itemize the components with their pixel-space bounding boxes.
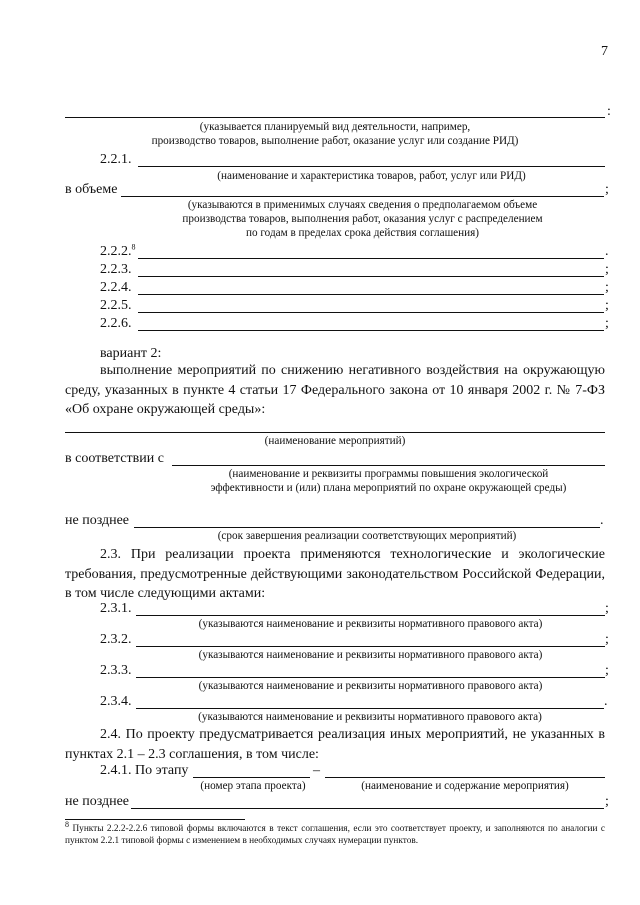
accordance-caption-line-1: (наименование и реквизиты программы повышения экологической: [228, 468, 549, 480]
measures-blank[interactable]: [65, 432, 605, 433]
item-2-3-3-blank[interactable]: [136, 677, 605, 678]
footnote-separator: [65, 819, 245, 820]
volume-caption-line-3: по годам в пределах срока действия соглашения): [245, 227, 479, 239]
item-2-2-1-blank[interactable]: [138, 166, 605, 167]
activity-type-caption-line-1: (указывается планируемый вид деятельности, например,: [199, 121, 471, 133]
stage-number-blank[interactable]: [193, 777, 310, 778]
stage-label: 2.4.1. По этапу: [100, 763, 189, 778]
activity-end-mark: :: [607, 104, 611, 119]
item-2-3-2-blank[interactable]: [136, 646, 605, 647]
item-2-2-6-blank[interactable]: [138, 330, 604, 331]
variant-2-heading: вариант 2:: [100, 346, 162, 361]
item-2-2-5-number: 2.2.5.: [100, 298, 132, 313]
volume-caption-line-1: (указываются в применимых случаях сведения о предполагаемом объеме: [187, 199, 538, 211]
item-2-2-1-number: 2.2.1.: [100, 152, 132, 167]
item-2-3-1-number: 2.3.1.: [100, 601, 132, 616]
deadline-caption: (срок завершения реализации соответствующих мероприятий): [217, 530, 517, 542]
stage-deadline-end-mark: ;: [605, 794, 609, 809]
item-2-2-2-end-mark: .: [605, 244, 609, 259]
stage-measure-blank[interactable]: [325, 777, 605, 778]
activity-type-blank[interactable]: [65, 117, 605, 118]
footnote: [65, 819, 605, 847]
item-2-2-2-blank[interactable]: [138, 258, 604, 259]
item-2-2-2-number: 2.2.2.$^8$: [100, 242, 136, 259]
item-2-3-2-number: 2.3.2.: [100, 632, 132, 647]
item-2-3-1-blank[interactable]: [136, 615, 605, 616]
item-2-3-1-caption: (указываются наименование и реквизиты нормативного правового акта): [198, 618, 543, 630]
item-2-2-5-blank[interactable]: [138, 312, 604, 313]
item-2-3-1-end-mark: ;: [605, 601, 609, 616]
deadline-label: не позднее: [65, 513, 130, 528]
footnote-text: Пункты 2.2.2-2.2.6 типовой формы включаются в текст соглашения, если это соответствует проекту, и заполняются по аналогии с пунктом 2.2.1 типовой формы с изменением в необходимых случаях нумерации пунктов.: [65, 824, 605, 846]
variant-2-text: выполнение мероприятий по снижению негативного воздействия на окружающую среду, указанных в пункте 4 статьи 17 Федерального закона от 10 января 2002 г. № 7-ФЗ «Об охране окружающей среды»:: [65, 363, 605, 417]
item-2-3-3-caption: (указываются наименование и реквизиты нормативного правового акта): [198, 680, 543, 692]
stage-number-caption: (номер этапа проекта): [200, 780, 306, 792]
accordance-label: в соответствии с: [65, 451, 164, 466]
item-2-2-3-end-mark: ;: [605, 262, 609, 277]
item-2-2-5-end-mark: ;: [605, 298, 609, 313]
item-2-3-4-number: 2.3.4.: [100, 694, 132, 709]
deadline-blank[interactable]: [134, 527, 600, 528]
footnote-ref-8: 8: [131, 242, 136, 252]
item-2-2-6-number: 2.2.6.: [100, 316, 132, 331]
section-2-3-text: 2.3. При реализации проекта применяются технологические и экологические требования, предусмотренные действующими законодательством Российской Федерации, в том числе следующими актами:: [65, 547, 605, 601]
activity-type-caption-line-2: производство товаров, выполнение работ, оказание услуг или создание РИД): [151, 135, 519, 147]
item-2-2-4-blank[interactable]: [138, 294, 604, 295]
item-2-3-3-number: 2.3.3.: [100, 663, 132, 678]
volume-caption-line-2: производства товаров, выполнения работ, оказания услуг с распределением: [182, 213, 543, 225]
page-number: 7: [601, 44, 608, 59]
item-2-3-2-end-mark: ;: [605, 632, 609, 647]
stage-dash: –: [313, 763, 320, 778]
volume-label: в объеме: [65, 182, 118, 197]
item-2-2-4-number: 2.2.4.: [100, 280, 132, 295]
stage-measure-caption: (наименование и содержание мероприятия): [361, 780, 569, 792]
accordance-blank[interactable]: [172, 465, 605, 466]
deadline-end-mark: .: [600, 513, 604, 528]
item-2-3-2-caption: (указываются наименование и реквизиты нормативного правового акта): [198, 649, 543, 661]
item-2-3-4-caption: (указываются наименование и реквизиты нормативного правового акта): [198, 711, 542, 723]
item-2-2-3-number: 2.2.3.: [100, 262, 132, 277]
volume-end-mark: ;: [605, 182, 609, 197]
section-2-4-text: 2.4. По проекту предусматривается реализация иных мероприятий, не указанных в пунктах 2.1 – 2.3 соглашения, в том числе:: [65, 727, 605, 762]
item-2-2-3-blank[interactable]: [138, 276, 604, 277]
item-2-3-4-end-mark: .: [604, 694, 608, 709]
stage-deadline-label: не позднее: [65, 794, 130, 809]
item-2-3-3-end-mark: ;: [605, 663, 609, 678]
item-2-2-1-caption: (наименование и характеристика товаров, работ, услуг или РИД): [217, 170, 526, 182]
item-2-3-4-blank[interactable]: [136, 708, 604, 709]
measures-caption: (наименование мероприятий): [264, 435, 406, 447]
stage-deadline-blank[interactable]: [131, 808, 604, 809]
item-2-2-4-end-mark: ;: [605, 280, 609, 295]
volume-blank[interactable]: [121, 196, 604, 197]
item-2-2-6-end-mark: ;: [605, 316, 609, 331]
accordance-caption-line-2: эффективности и (или) плана мероприятий по охране окружающей среды): [210, 482, 567, 494]
footnote-marker: 8: [65, 819, 69, 829]
